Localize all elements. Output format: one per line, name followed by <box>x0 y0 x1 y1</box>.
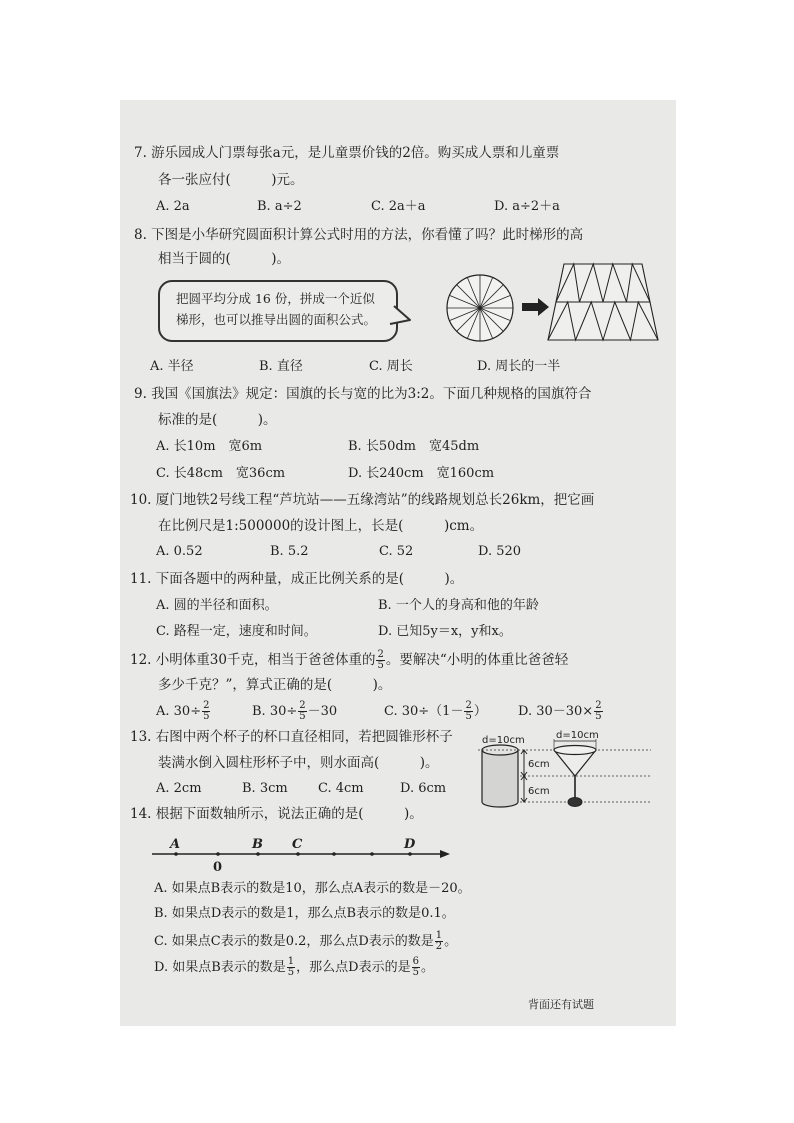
q12-option-b-post: －30 <box>307 704 338 719</box>
q12-line1-pre: 12. 小明体重30千克，相当于爸爸体重的 <box>130 652 376 668</box>
q8-option-a: A. 半径 <box>150 359 194 374</box>
q10-option-d: D. 520 <box>478 544 522 559</box>
fraction-numerator: 1 <box>435 930 443 941</box>
q12-option-a-fraction <box>202 701 210 722</box>
q10-line2: 在比例尺是1:500000的设计图上，长是( )cm。 <box>158 518 484 534</box>
cylinder-diameter-label: d=10cm <box>482 735 525 746</box>
q8-line1: 8. 下图是小华研究圆面积计算公式时用的方法，你看懂了吗？此时梯形的高 <box>134 227 584 243</box>
number-line <box>150 834 460 874</box>
q14-option-d-fraction2 <box>412 957 420 978</box>
q14-option-b: B. 如果点D表示的数是1，那么点B表示的数是0.1。 <box>154 906 455 921</box>
cylinder-cup <box>482 745 518 807</box>
trapezoid-row <box>556 264 650 302</box>
q14-line1: 14. 根据下面数轴所示，说法正确的是( )。 <box>130 806 423 822</box>
axis-label-zero: 0 <box>213 860 223 875</box>
q14-option-d-fraction1 <box>287 957 295 978</box>
bubble-line2: 梯形，也可以推导出圆的面积公式。 <box>176 312 377 327</box>
q9-option-d: D. 长240cm 宽160cm <box>348 466 495 481</box>
q9-line1: 9. 我国《国旗法》规定：国旗的长与宽的比为3:2。下面几种规格的国旗符合 <box>134 386 592 402</box>
fraction-denominator: 5 <box>412 967 419 978</box>
q7-option-b: B. a÷2 <box>257 199 302 214</box>
q8-option-b: B. 直径 <box>259 359 303 374</box>
q9-option-c: C. 长48cm 宽36cm <box>156 466 286 481</box>
height-top-label: 6cm <box>528 759 550 770</box>
fraction-denominator: 5 <box>377 660 384 671</box>
fraction-denominator: 2 <box>435 941 443 952</box>
q12-option-d-fraction <box>594 701 602 722</box>
fraction-numerator: 2 <box>465 700 472 711</box>
q7-option-c: C. 2a＋a <box>371 199 426 214</box>
q13-option-b: B. 3cm <box>242 781 288 796</box>
q12-option-b-pre: B. 30÷ <box>252 704 298 719</box>
fraction-numerator: 2 <box>595 700 602 711</box>
right-arrow-icon <box>522 298 550 316</box>
q9-option-b: B. 长50dm 宽45dm <box>348 439 480 454</box>
bubble-tail <box>158 280 418 350</box>
q12-option-a <box>156 701 211 722</box>
exam-page <box>120 100 676 1026</box>
q10-line1: 10. 厦门地铁2号线工程“芦坑站——五缘湾站”的线路规划总长26km，把它画 <box>130 492 595 508</box>
q12-option-d-pre: D. 30－30× <box>518 704 594 719</box>
q10-option-c: C. 52 <box>379 544 414 559</box>
q14-option-d-pre: D. 如果点B表示的数是 <box>154 960 286 975</box>
q11-option-a: A. 圆的半径和面积。 <box>156 598 278 613</box>
fraction-numerator: 2 <box>299 700 306 711</box>
divided-circle-diagram <box>446 274 516 344</box>
q12-option-d <box>518 701 604 722</box>
q12-fraction <box>376 650 384 671</box>
fraction-numerator: 2 <box>377 649 384 660</box>
q12-option-c-pre: C. 30÷（1－ <box>384 704 464 719</box>
fraction-numerator: 2 <box>203 700 210 711</box>
q14-option-c-text: C. 如果点C表示的数是0.2，那么点D表示的数是 <box>154 934 434 949</box>
fraction-denominator: 5 <box>299 711 306 722</box>
fraction-denominator: 5 <box>203 711 210 722</box>
q13-option-d: D. 6cm <box>400 781 447 796</box>
q12-line1 <box>130 650 568 671</box>
q7-line1: 7. 游乐园成人门票每张a元，是儿童票价钱的2倍。购买成人票和儿童票 <box>134 145 560 161</box>
q14-option-d: D. 如果点B表示的数是 $\frac{1}{5}$ ，那么点D表示的是 $\frac{6}{5}$ 。 <box>154 956 434 978</box>
axis-label-a: A <box>170 837 181 852</box>
fraction-denominator: 5 <box>465 711 472 722</box>
q12-option-c-fraction <box>464 701 472 722</box>
fraction-numerator: 6 <box>412 956 419 967</box>
q7-line2: 各一张应付( )元。 <box>158 172 304 188</box>
trapezoid-triangles <box>548 264 658 340</box>
q12-option-c <box>384 701 487 722</box>
q11-option-d: D. 已知5y＝x，y和x。 <box>378 624 512 639</box>
q8-option-d: D. 周长的一半 <box>477 359 561 374</box>
axis-label-d: D <box>404 837 416 852</box>
height-bottom-label: 6cm <box>528 786 550 797</box>
q14-option-d-mid: ，那么点D表示的是 <box>296 960 411 975</box>
q8-line2: 相当于圆的( )。 <box>158 251 291 267</box>
axis-label-c: C <box>292 837 303 852</box>
q12-option-c-post: ） <box>473 704 487 719</box>
q12-line2: 多少千克？”，算式正确的是( )。 <box>158 677 392 693</box>
q11-option-c: C. 路程一定，速度和时间。 <box>156 624 317 639</box>
q8-option-c: C. 周长 <box>369 359 413 374</box>
trapezoid-diagram <box>554 262 654 342</box>
q10-option-b: B. 5.2 <box>270 544 309 559</box>
axis-label-b: B <box>252 837 263 852</box>
q12-line1-post: 。要解决“小明的体重比爸爸轻 <box>385 652 569 668</box>
q12-option-b <box>252 701 337 722</box>
fraction-numerator: 1 <box>287 956 295 967</box>
footer-note: 背面还有试题 <box>528 998 594 1011</box>
q9-line2: 标准的是( )。 <box>158 412 277 428</box>
q13-option-a: A. 2cm <box>156 781 202 796</box>
q7-option-a: A. 2a <box>156 199 190 214</box>
cone-diameter-label: d=10cm <box>556 730 599 741</box>
q11-line1: 11. 下面各题中的两种量，成正比例关系的是( )。 <box>130 571 464 587</box>
q10-option-a: A. 0.52 <box>156 544 203 559</box>
q9-option-a: A. 长10m 宽6m <box>156 439 263 454</box>
fraction-denominator: 5 <box>287 967 295 978</box>
q12-option-a-text: A. 30÷ <box>156 704 202 719</box>
q14-option-c: C. 如果点C表示的数是0.2，那么点D表示的数是 $\frac{1}{2}$ 。 <box>154 930 458 952</box>
q13-option-c: C. 4cm <box>318 781 364 796</box>
q14-option-a: A. 如果点B表示的数是10，那么点A表示的数是－20。 <box>154 881 471 896</box>
q14-option-c-fraction <box>435 931 443 952</box>
q12-option-b-fraction <box>298 701 306 722</box>
q13-line1: 13. 右图中两个杯子的杯口直径相同，若把圆锥形杯子 <box>130 729 453 745</box>
cups-diagram <box>476 732 676 812</box>
bubble-line1: 把圆平均分成 16 份，拼成一个近似 <box>176 291 375 306</box>
q13-line2: 装满水倒入圆柱形杯子中，则水面高( )。 <box>158 755 439 771</box>
fraction-denominator: 5 <box>595 711 602 722</box>
q7-option-d: D. a÷2＋a <box>494 199 560 214</box>
q11-option-b: B. 一个人的身高和他的年龄 <box>378 598 539 613</box>
